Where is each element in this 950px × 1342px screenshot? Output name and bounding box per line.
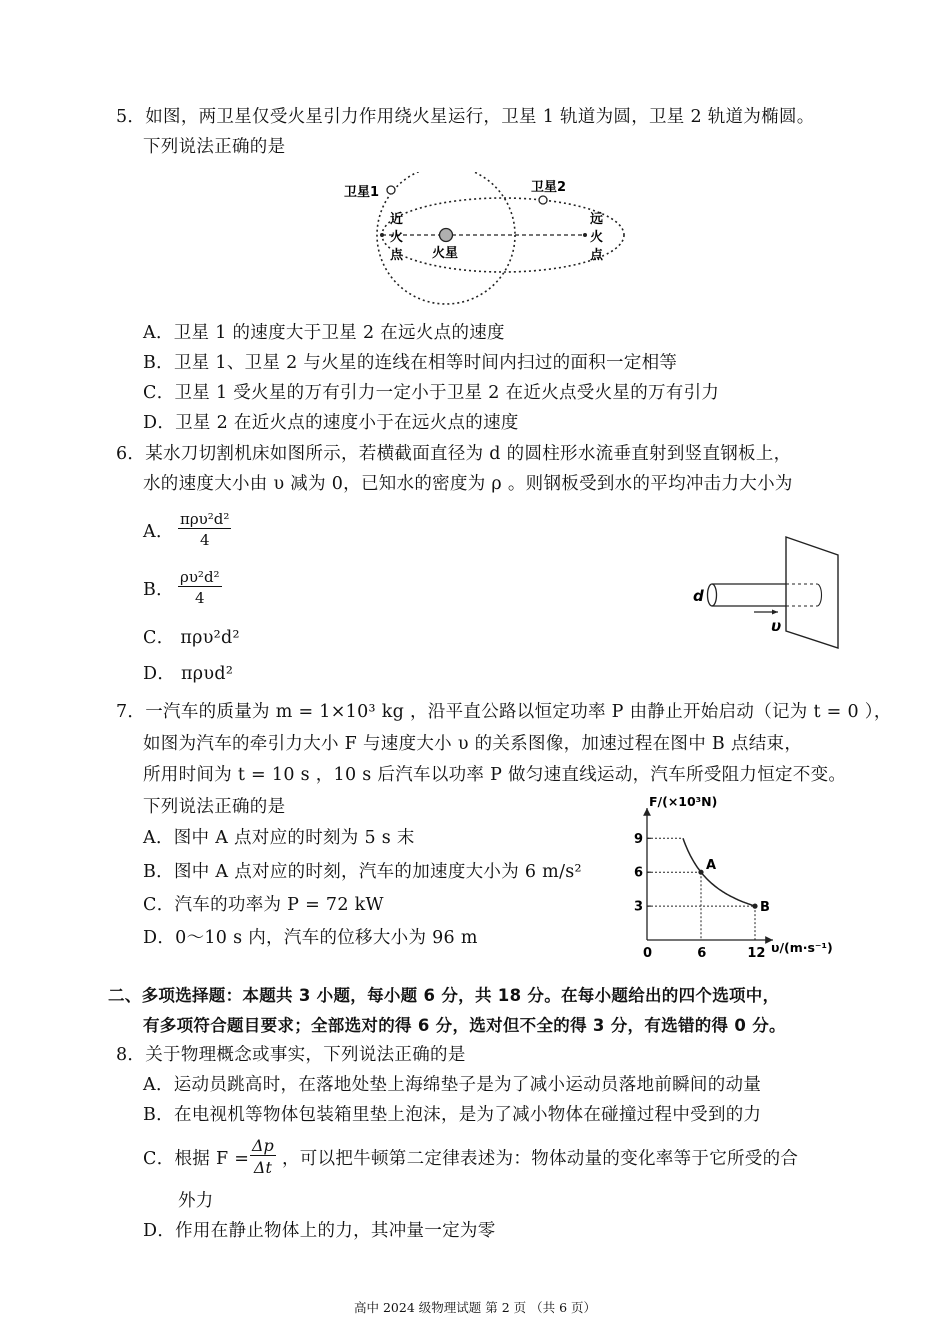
q6-b-denominator: 4 xyxy=(195,589,205,607)
q7-force-velocity-chart xyxy=(625,788,850,963)
q5-option-d: D．卫星 2 在近火点的速度小于在远火点的速度 xyxy=(143,413,519,433)
perihelion-point xyxy=(380,233,384,237)
x-tick-label: 12 xyxy=(747,946,766,961)
satellite-1-icon xyxy=(387,186,395,194)
mars-label: 火星 xyxy=(432,246,459,261)
satellite-2-icon xyxy=(539,196,547,204)
q6-stem-2: 水的速度大小由 υ 减为 0，已知水的密度为 ρ 。则钢板受到水的平均冲击力大小为 xyxy=(143,474,793,494)
q8-c-denominator: Δt xyxy=(253,1158,272,1177)
q6-option-a-fraction xyxy=(178,510,231,549)
point-label-A: A xyxy=(706,858,717,874)
q7-line-4: 下列说法正确的是 xyxy=(143,797,286,817)
velocity-arrowhead xyxy=(772,610,778,615)
section2-heading-1: 二、多项选择题：本题共 3 小题，每小题 6 分，共 18 分。在每小题给出的四个选项中， xyxy=(108,986,780,1005)
d-label: d xyxy=(693,587,704,605)
page-footer: 高中 2024 级物理试题 第 2 页 （共 6 页） xyxy=(353,1300,596,1315)
q7-line-3: 所用时间为 t = 10 s ，10 s 后汽车以功率 P 做匀速直线运动，汽车所受阻力恒定不变。 xyxy=(143,765,847,785)
q6-a-numerator: πρυ²d² xyxy=(180,510,230,528)
q7-option-d: D．0～10 s 内，汽车的位移大小为 96 m xyxy=(143,928,478,948)
v-label: υ xyxy=(771,617,782,635)
q7-option-a: A．图中 A 点对应的时刻为 5 s 末 xyxy=(143,828,415,848)
q6-option-a-label: A． xyxy=(143,522,174,542)
q6-option-b-label: B． xyxy=(143,580,174,600)
point-A xyxy=(698,870,703,875)
section2-heading-2: 有多项符合题目要求；全部选对的得 6 分，选对但不全的得 3 分，有选错的得 0 分。 xyxy=(143,1016,786,1035)
q5-option-b: B．卫星 1、卫星 2 与火星的连线在相等时间内扫过的面积一定相等 xyxy=(143,353,678,373)
q6-option-d: D． πρυd² xyxy=(143,664,234,684)
point-B xyxy=(752,904,757,909)
q6-option-b-fraction xyxy=(178,568,222,607)
aphelion-point xyxy=(583,233,587,237)
far-label-1: 远 xyxy=(590,212,604,227)
y-tick-label: 9 xyxy=(634,831,644,847)
q8-option-c-pre: C．根据 F = xyxy=(143,1149,250,1169)
x-tick-label: 6 xyxy=(697,946,707,961)
q5-option-c: C．卫星 1 受火星的万有引力一定小于卫星 2 在近火点受火星的万有引力 xyxy=(143,383,720,403)
far-label-2: 火 xyxy=(590,230,604,245)
mars-icon xyxy=(440,229,453,242)
q8-option-d: D．作用在静止物体上的力，其冲量一定为零 xyxy=(143,1221,496,1241)
near-label-3: 点 xyxy=(390,248,404,263)
q7-option-b: B．图中 A 点对应的时刻，汽车的加速度大小为 6 m/s² xyxy=(143,862,582,882)
near-label-1: 近 xyxy=(390,212,404,227)
point-label-B: B xyxy=(760,900,770,916)
f-v-curve xyxy=(683,838,755,906)
x-tick-label: 0 xyxy=(643,946,653,961)
q6-stem-1: 6．某水刀切割机床如图所示，若横截面直径为 d 的圆柱形水流垂直射到竖直钢板上， xyxy=(116,444,792,464)
q8-c-numerator: Δp xyxy=(252,1136,274,1155)
steel-plate xyxy=(786,537,838,648)
q7-line-1: 7．一汽车的质量为 m = 1×10³ kg ，沿平直公路以恒定功率 P 由静止开始启动（记为 t = 0 ）， xyxy=(116,702,892,722)
q7-option-c: C．汽车的功率为 P = 72 kW xyxy=(143,895,384,915)
q8-option-c-cont: 外力 xyxy=(178,1191,214,1211)
q6-a-denominator: 4 xyxy=(199,531,210,549)
q8-option-b: B．在电视机等物体包装箱里垫上泡沫，是为了减小物体在碰撞过程中受到的力 xyxy=(143,1105,762,1125)
q8-c-fraction xyxy=(250,1136,276,1177)
sat2-label: 卫星2 xyxy=(531,180,567,195)
q6-b-numerator: ρυ²d² xyxy=(180,568,220,586)
sat1-label: 卫星1 xyxy=(344,185,380,200)
q5-orbit-figure xyxy=(335,172,625,312)
q8-option-a: A．运动员跳高时，在落地处垫上海绵垫子是为了减小运动员落地前瞬间的动量 xyxy=(143,1075,762,1095)
near-label-2: 火 xyxy=(390,230,404,245)
q6-option-c: C． πρυ²d² xyxy=(143,628,240,648)
q5-stem-1: 5．如图，两卫星仅受火星引力作用绕火星运行，卫星 1 轨道为圆，卫星 2 轨道为椭圆。 xyxy=(116,107,815,127)
q7-line-2: 如图为汽车的牵引力大小 F 与速度大小 υ 的关系图像，加速过程在图中 B 点结束， xyxy=(143,734,803,754)
q6-waterjet-figure xyxy=(688,535,848,650)
y-tick-label: 3 xyxy=(634,899,644,915)
q5-stem-2: 下列说法正确的是 xyxy=(143,137,286,157)
jet-cross-section xyxy=(708,584,717,606)
q8-option-c-post: ，可以把牛顿第二定律表述为：物体动量的变化率等于它所受的合 xyxy=(282,1149,799,1169)
y-axis-label: F/(×10³N) xyxy=(649,794,718,809)
far-label-3: 点 xyxy=(590,248,604,263)
y-tick-label: 6 xyxy=(634,865,644,881)
x-axis-label: υ/(m·s⁻¹) xyxy=(771,940,833,955)
q8-stem: 8．关于物理概念或事实，下列说法正确的是 xyxy=(116,1045,466,1065)
q5-option-a: A．卫星 1 的速度大于卫星 2 在远火点的速度 xyxy=(143,323,505,343)
